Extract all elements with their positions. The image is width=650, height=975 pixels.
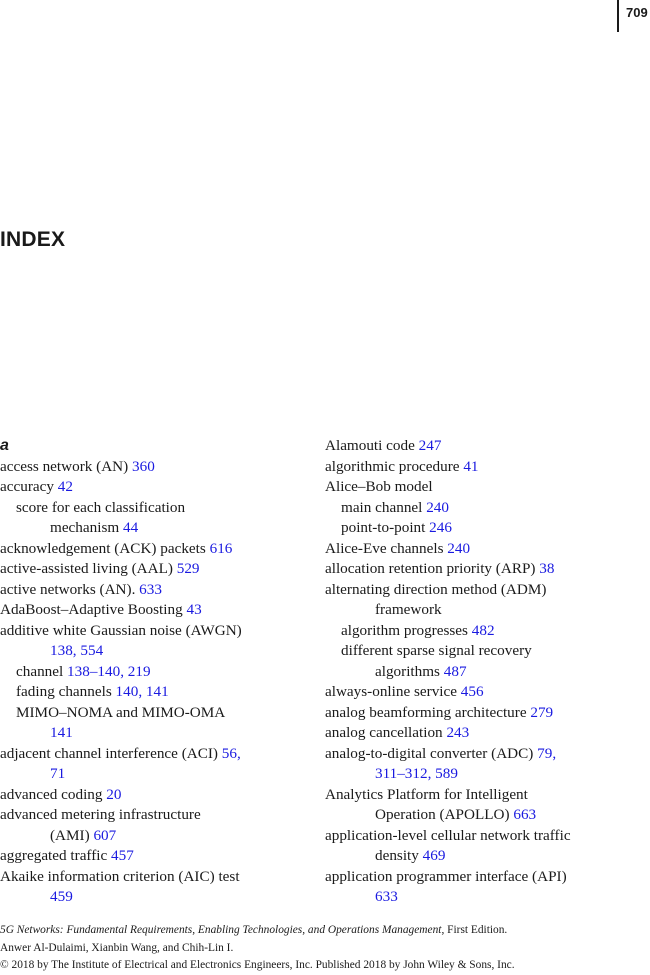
index-entry: [0, 477, 305, 498]
index-term: acknowledgement (ACK) packets: [0, 539, 210, 557]
index-term: algorithms: [375, 662, 444, 680]
index-term: AdaBoost–Adaptive Boosting: [0, 601, 187, 618]
index-term: Analytics Platform for Intelligent: [325, 785, 528, 803]
index-entry: [0, 539, 305, 560]
index-entry: [0, 580, 305, 601]
index-term: accuracy: [0, 478, 58, 495]
index-entry: [0, 621, 305, 642]
index-entry: [325, 477, 645, 498]
index-term: channel: [16, 662, 68, 680]
index-entry: [325, 723, 645, 744]
page-reference-link[interactable]: 456: [460, 683, 484, 700]
page-reference-link[interactable]: 633: [139, 580, 162, 598]
index-entry: [325, 457, 645, 478]
page-reference-link[interactable]: 457: [111, 847, 134, 864]
index-entry: [0, 703, 305, 724]
index-entry: [325, 539, 645, 560]
page-reference-link[interactable]: 79,: [537, 744, 557, 762]
page-reference-link[interactable]: 240: [426, 498, 449, 516]
index-entry: [325, 846, 645, 867]
page-reference-link[interactable]: 56,: [221, 744, 241, 762]
footer-book-line: [0, 922, 515, 940]
index-entry: [0, 641, 305, 662]
index-term: advanced coding: [0, 785, 107, 803]
index-entry: [325, 436, 645, 457]
index-term: always-online service: [325, 683, 461, 700]
page-reference-link[interactable]: 663: [513, 806, 537, 823]
index-entry: [325, 887, 645, 908]
index-term: MIMO–NOMA and MIMO-OMA: [16, 703, 226, 721]
index-entry: [0, 887, 305, 908]
index-entry: [325, 518, 645, 539]
index-entry: [325, 600, 645, 621]
page-reference-link[interactable]: 529: [176, 560, 200, 577]
index-term: analog cancellation: [325, 724, 447, 741]
page-number: 709: [626, 5, 648, 20]
footer-authors: Anwer Al-Dulaimi, Xianbin Wang, and Chih-Lin I.: [0, 941, 234, 954]
header-rule: [617, 0, 619, 32]
page-reference-link[interactable]: 140, 141: [115, 683, 169, 700]
index-entry: [325, 703, 645, 724]
index-term: different sparse signal recovery: [341, 642, 532, 659]
index-column-right: [325, 436, 645, 908]
index-term: allocation retention priority (ARP): [325, 560, 540, 577]
page-reference-link[interactable]: 43: [186, 601, 202, 618]
index-entry: [325, 785, 645, 806]
index-term: Akaike information criterion (AIC) test: [0, 867, 240, 885]
index-term: algorithm progresses: [341, 621, 472, 639]
index-term: aggregated traffic: [0, 847, 112, 864]
index-term: fading channels: [16, 683, 116, 700]
page-title: INDEX: [0, 228, 66, 251]
index-entry: [0, 846, 305, 867]
page-reference-link[interactable]: 138–140, 219: [67, 662, 151, 680]
index-entry: [0, 867, 305, 888]
index-term: Operation (APOLLO): [375, 806, 514, 823]
page-reference-link[interactable]: 311–312, 589: [375, 765, 458, 782]
index-entry: [325, 621, 645, 642]
index-term: additive white Gaussian noise (AWGN): [0, 621, 242, 639]
index-entry: [0, 805, 305, 826]
index-entry: [0, 785, 305, 806]
page-reference-link[interactable]: 243: [446, 724, 470, 741]
index-entry: [0, 600, 305, 621]
index-term: algorithmic procedure: [325, 457, 464, 475]
page-reference-link[interactable]: 141: [50, 724, 73, 741]
index-term: active networks (AN).: [0, 580, 140, 598]
index-entry: [325, 744, 645, 765]
index-entry: [325, 682, 645, 703]
page-reference-link[interactable]: 459: [50, 888, 73, 905]
page-reference-link[interactable]: 633: [375, 888, 398, 905]
index-entry: [0, 764, 305, 785]
index-entry: [0, 723, 305, 744]
page-reference-link[interactable]: 607: [93, 826, 117, 844]
index-entry: [325, 764, 645, 785]
copyright-footer: [0, 922, 515, 975]
index-entry: [0, 744, 305, 765]
index-entry: [0, 457, 305, 478]
index-term: framework: [375, 601, 442, 618]
index-term: application programmer interface (API): [325, 867, 567, 885]
index-term: advanced metering infrastructure: [0, 806, 201, 823]
index-term: score for each classification: [16, 498, 186, 516]
index-entry: [0, 498, 305, 519]
index-term: Alice–Bob model: [325, 478, 433, 495]
page-reference-link[interactable]: 20: [106, 785, 122, 803]
index-term: (AMI): [50, 826, 94, 844]
index-entry: [325, 805, 645, 826]
index-term: active-assisted living (AAL): [0, 560, 177, 577]
footer-edition: , First Edition.: [441, 924, 508, 936]
index-entry: [0, 662, 305, 683]
index-term: analog beamforming architecture: [325, 703, 531, 721]
index-term: application-level cellular network traffic: [325, 826, 571, 844]
index-term: adjacent channel interference (ACI): [0, 744, 222, 762]
index-entry: [325, 662, 645, 683]
index-letter-heading: [0, 436, 305, 457]
page-reference-link[interactable]: 482: [471, 621, 495, 639]
page-reference-link[interactable]: 360: [132, 457, 155, 475]
page-reference-link[interactable]: 38: [539, 560, 555, 577]
index-term: mechanism: [50, 519, 123, 536]
index-entry: [325, 580, 645, 601]
page-reference-link[interactable]: 44: [122, 519, 139, 536]
index-entry: [325, 826, 645, 847]
page-reference-link[interactable]: 469: [422, 847, 446, 864]
index-term: Alamouti code: [325, 437, 419, 454]
index-term: density: [375, 847, 423, 864]
index-entry: [325, 641, 645, 662]
index-term: access network (AN): [0, 457, 132, 475]
index-entry: [325, 559, 645, 580]
page-reference-link[interactable]: 41: [463, 457, 479, 475]
page-reference-link[interactable]: 138, 554: [50, 642, 104, 659]
index-term: main channel: [341, 498, 427, 516]
index-term: a: [0, 437, 9, 454]
index-entry: [0, 559, 305, 580]
page-reference-link[interactable]: 71: [50, 765, 66, 782]
index-entry: [0, 682, 305, 703]
page-reference-link[interactable]: 279: [530, 703, 554, 721]
index-column-left: [0, 436, 305, 908]
index-term: point-to-point: [341, 519, 430, 536]
index-entry: [0, 518, 305, 539]
index-entry: [325, 867, 645, 888]
index-term: Alice-Eve channels: [325, 539, 448, 557]
page-reference-link[interactable]: 616: [209, 539, 233, 557]
footer-book-title: 5G Networks: Fundamental Requirements, Enabling Technologies, and Operations Management: [0, 924, 442, 936]
page-reference-link[interactable]: 42: [57, 478, 73, 495]
page-reference-link[interactable]: 487: [443, 662, 467, 680]
index-term: alternating direction method (ADM): [325, 580, 547, 598]
page-reference-link[interactable]: 246: [429, 519, 452, 536]
footer-copyright: © 2018 by The Institute of Electrical and Electronics Engineers, Inc. Published 2018 by John Wiley & Sons, Inc.: [0, 959, 515, 971]
page-reference-link[interactable]: 247: [418, 437, 442, 454]
index-term: analog-to-digital converter (ADC): [325, 744, 538, 762]
index-entry: [325, 498, 645, 519]
index-entry: [0, 826, 305, 847]
page-reference-link[interactable]: 240: [447, 539, 471, 557]
